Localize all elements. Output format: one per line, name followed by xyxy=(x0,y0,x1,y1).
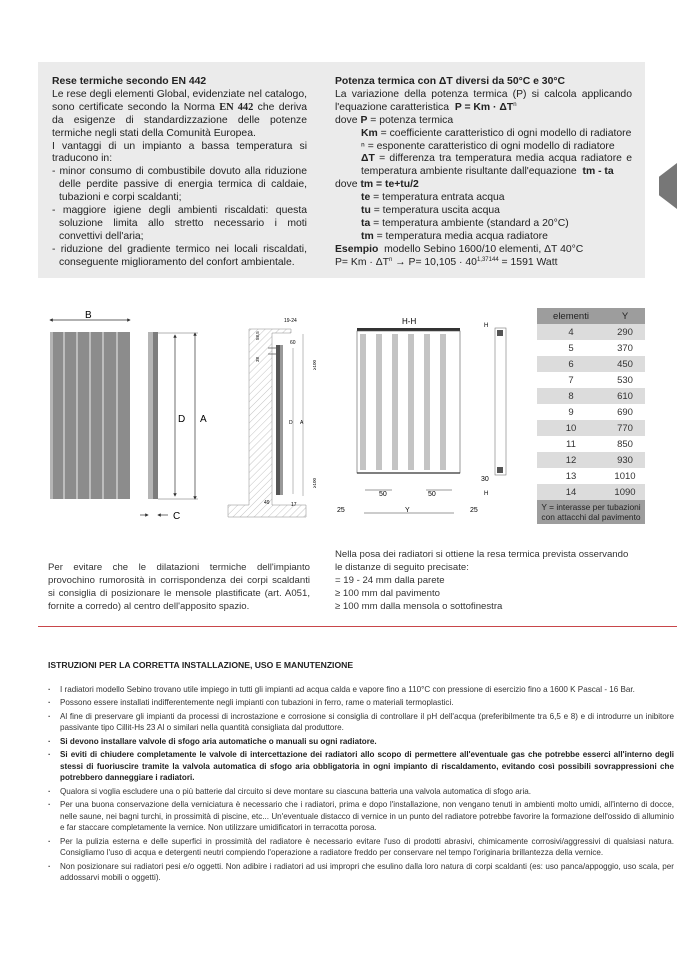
term: tm - ta xyxy=(582,166,614,178)
mensole-note: Per evitare che le dilatazioni termiche dell'impianto provochino rumorosità in corrispondenza dei corpi scaldanti si consiglia di posizionare le mensole plastificate (art. A051, fornite a corredo) al centro dell'apposito spazio. xyxy=(48,562,310,612)
label-A-small: A xyxy=(300,420,304,426)
instruction-item: · Per la pulizia esterna e delle superfici in prossimità del radiatore è necessario evitare l'uso di prodotti abrasivi, chimicamente corrosivi/aggressivi di qualsiasi natura. Consigliamo l'uso di acqua e detergenti neutri compiendo l'operazione a radiatore freddo per conservare nel tempo l'originaria brillantezza della vernice. xyxy=(48,836,674,859)
term: ⁿ xyxy=(361,140,365,152)
def: = differenza tra temperatura media acqua radiatore e temperatura ambiente risultante dall'equazione xyxy=(361,153,632,178)
table-row xyxy=(537,420,645,436)
dim-25-left: 25 xyxy=(337,507,345,514)
text: Le rese degli elementi Global, evidenziate nel catalogo, sono certificate secondo la Norma xyxy=(52,88,307,113)
list-item: - riduzione del gradiente termico nei locali riscaldati, conseguente miglioramento del confort ambientale. xyxy=(52,243,307,268)
wall-installation-view xyxy=(228,318,317,517)
table-cell: 850 xyxy=(617,438,633,450)
def: = temperatura uscita acqua xyxy=(373,205,500,217)
def: = esponente caratteristico di ogni modello di radiatore xyxy=(367,140,615,152)
column-header: elementi xyxy=(537,308,605,324)
list-item: - maggiore igiene degli ambienti riscaldati: questa soluzione limita allo stretto necessario i moti convettivi dell'aria; xyxy=(52,205,307,242)
table-cell: 6 xyxy=(537,356,605,372)
label-B: B xyxy=(85,310,92,321)
instruction-item: · Si eviti di chiudere completamente le valvole di intercettazione dei radiatori allo scopo di permettere all'eventuale gas che potrebbe esserci all'interno degli stessi di fuoriuscire tramite la valvola automatica di sfogo aria obbligatoria in ogni impianto di riscaldamento, evitando così possibili sovrappressioni che potrebbero danneggiare i radiatori. xyxy=(48,749,674,784)
table-cell: 7 xyxy=(568,374,574,386)
table-row xyxy=(537,372,645,388)
instruction-item: · Possono essere installati indifferentemente negli impianti con tubazioni in ferro, rame o materiali termoplastici. xyxy=(48,697,674,709)
term: Km xyxy=(361,127,378,139)
calc: P= Km · ΔT xyxy=(335,256,389,268)
table-cell: 290 xyxy=(605,324,645,340)
table-row xyxy=(537,484,645,500)
table-row xyxy=(537,468,645,484)
calc: = 1591 Watt xyxy=(498,256,558,268)
text: modello Sebino 1600/10 elementi, ΔT 40°C xyxy=(384,243,584,255)
text: che deriva da esigenze di standardizzazione delle potenze termiche negli stati della Comunità Europea. xyxy=(52,101,308,139)
dim-58-5: 58,5 xyxy=(255,331,260,340)
exp: n xyxy=(389,256,393,263)
dim-50-right: 50 xyxy=(428,491,436,498)
def: = temperatura media acqua radiatore xyxy=(376,230,548,242)
label-D: D xyxy=(178,414,186,425)
text: I vantaggi di un impianto a bassa temperatura si traducono in: xyxy=(52,140,307,165)
table-cell: 8 xyxy=(537,388,605,404)
section-title: Rese termiche secondo EN 442 xyxy=(52,76,207,87)
table-row xyxy=(537,452,645,468)
text: Nella posa dei radiatori si ottiene la resa termica prevista osservando le distanze di seguito precisate: xyxy=(335,549,629,573)
table-row xyxy=(537,324,645,340)
table-cell: 1090 xyxy=(605,484,645,500)
term: ΔT xyxy=(361,153,375,165)
dim-49: 49 xyxy=(264,500,270,506)
instructions-title: ISTRUZIONI PER LA CORRETTA INSTALLAZIONE, USO E MANUTENZIONE xyxy=(48,660,354,670)
table-cell: 610 xyxy=(605,388,645,404)
def: = coefficiente caratteristico di ogni modello di radiatore xyxy=(380,127,632,139)
instruction-item: · Per una buona conservazione della verniciatura è necessario che i radiatori, prima e dopo l'installazione, non vengano tenuti in ambienti molto umidi, all'interno di docce, nelle saune, nei bagni turchi, in prossimità di piscine, etc... Un'eventuale distacco di vernice in un punto del radiatore potrebbe favorire la formazione dell'ossido di alluminio e far staccare completamente la vernice. Non utilizzare umidificatori in terracotta porosa. xyxy=(48,799,674,834)
def: = temperatura entrata acqua xyxy=(373,192,505,204)
def: = temperatura ambiente (standard a 20°C) xyxy=(373,217,569,229)
table-row xyxy=(537,356,645,372)
radiator-technical-drawings xyxy=(0,300,530,525)
page-tab-marker xyxy=(659,163,677,209)
table-cell: 4 xyxy=(537,324,605,340)
instruction-item: · Non posizionare sui radiatori pesi e/o oggetti. Non adibire i radiatori ad usi impropri che esulino dalla loro natura di corpi scaldanti (es: uso panca/appoggio, uso scala, per addossarvi mobili o oggetti). xyxy=(48,861,674,884)
list-item: ≥ 100 mm dal pavimento xyxy=(335,588,440,599)
text: dove xyxy=(335,179,358,191)
potenza-termica-section xyxy=(335,76,632,270)
instruction-item: · Al fine di preservare gli impianti da processi di incrostazione e corrosione si consiglia di controllare il pH dell'acqua (preferibilmente tra 6,5 e 8) e di introdurre un inibitore passivante tipo Cillit-Hs 23 Al o similari nella quantità consigliata dal produttore. xyxy=(48,711,674,734)
dim-30: 30 xyxy=(481,476,489,483)
table-cell: 10 xyxy=(537,420,605,436)
norm: EN 442 xyxy=(219,101,254,113)
dim-25-right: 25 xyxy=(470,507,478,514)
table-cell: 770 xyxy=(605,420,645,436)
column-header: Y xyxy=(605,308,645,324)
divider xyxy=(38,626,677,627)
table-cell: 530 xyxy=(617,374,633,386)
dim-60: 60 xyxy=(290,340,296,346)
label-H-bottom: H xyxy=(484,491,489,497)
table-row xyxy=(537,340,645,356)
section-title: Potenza termica con ΔT diversi da 50°C e 30°C xyxy=(335,76,566,87)
label-H-top: H xyxy=(484,323,489,329)
distanze-note xyxy=(335,548,635,613)
term: tm = te+tu/2 xyxy=(360,179,419,191)
side-view xyxy=(140,332,207,522)
hh-section-view xyxy=(337,317,506,514)
term: te xyxy=(361,192,371,204)
text: La variazione della potenza termica (P) si calcola applicando l'equazione caratteristica xyxy=(335,88,632,113)
label-HH: H-H xyxy=(402,317,417,326)
table-cell: 450 xyxy=(605,356,645,372)
term: ta xyxy=(361,217,371,229)
instructions-list xyxy=(48,684,674,886)
dim-ge100-bottom: ≥100 xyxy=(312,478,317,488)
table-cell: 14 xyxy=(537,484,605,500)
table-cell: 13 xyxy=(565,470,577,482)
dim-50-left: 50 xyxy=(379,491,387,498)
list-item: - minor consumo di combustibile dovuto alla riduzione delle perdite passive di energia termica di caldaie, tubazioni e corpi scaldanti; xyxy=(52,166,307,204)
dim-19-24: 19-24 xyxy=(284,318,297,324)
label-A: A xyxy=(200,414,207,425)
term: tm xyxy=(361,230,374,242)
table-cell: 12 xyxy=(537,452,605,468)
equation: P = Km · ΔT xyxy=(454,101,514,113)
list-item: = 19 - 24 mm dalla parete xyxy=(335,575,445,586)
dim-ge100-top: ≥100 xyxy=(312,360,317,370)
term: P xyxy=(360,114,368,126)
exp: 1,37144 xyxy=(476,256,499,263)
table-cell: 370 xyxy=(617,342,633,354)
dim-38: 38 xyxy=(255,356,260,362)
table-cell: 930 xyxy=(605,452,645,468)
table-cell: 9 xyxy=(568,406,574,418)
table-cell: 1010 xyxy=(614,470,636,482)
text: dove xyxy=(335,114,358,126)
label-D-small: D xyxy=(289,420,293,426)
term: Esempio xyxy=(335,243,379,255)
table-cell: 11 xyxy=(566,438,576,450)
table-row xyxy=(537,404,645,420)
instruction-item: · I radiatori modello Sebino trovano utile impiego in tutti gli impianti ad acqua calda e vapore fino a 110°C con pressione di esercizio fino a 1600 K Pascal - 16 Bar. xyxy=(48,684,674,696)
elements-table xyxy=(537,308,645,524)
table-cell: 690 xyxy=(617,406,633,418)
calc: → P= 10,105 · 40 xyxy=(392,256,477,268)
table-footer xyxy=(537,500,645,524)
def: = potenza termica xyxy=(370,114,454,126)
table-row xyxy=(537,436,645,452)
front-view xyxy=(50,310,130,499)
rese-termiche-section xyxy=(52,76,307,270)
table-cell: 5 xyxy=(568,342,574,354)
footer-note: Y = interasse per tubazioni con attacchi dal pavimento xyxy=(537,500,645,524)
instruction-item: · Si devono installare valvole di sfogo aria automatiche o manuali su ogni radiatore. xyxy=(48,736,674,748)
instruction-item: · Qualora si voglia escludere una o più batterie dal circuito si deve montare su ciascuna batteria una valvola automatica di sfogo aria. xyxy=(48,786,674,798)
list-item: ≥ 100 mm dalla mensola o sottofinestra xyxy=(335,601,503,612)
label-Y: Y xyxy=(405,507,410,514)
table-row xyxy=(537,388,645,404)
exp: n xyxy=(513,101,517,108)
label-C: C xyxy=(173,511,181,522)
dim-17: 17 xyxy=(291,502,297,508)
term: tu xyxy=(361,205,371,217)
